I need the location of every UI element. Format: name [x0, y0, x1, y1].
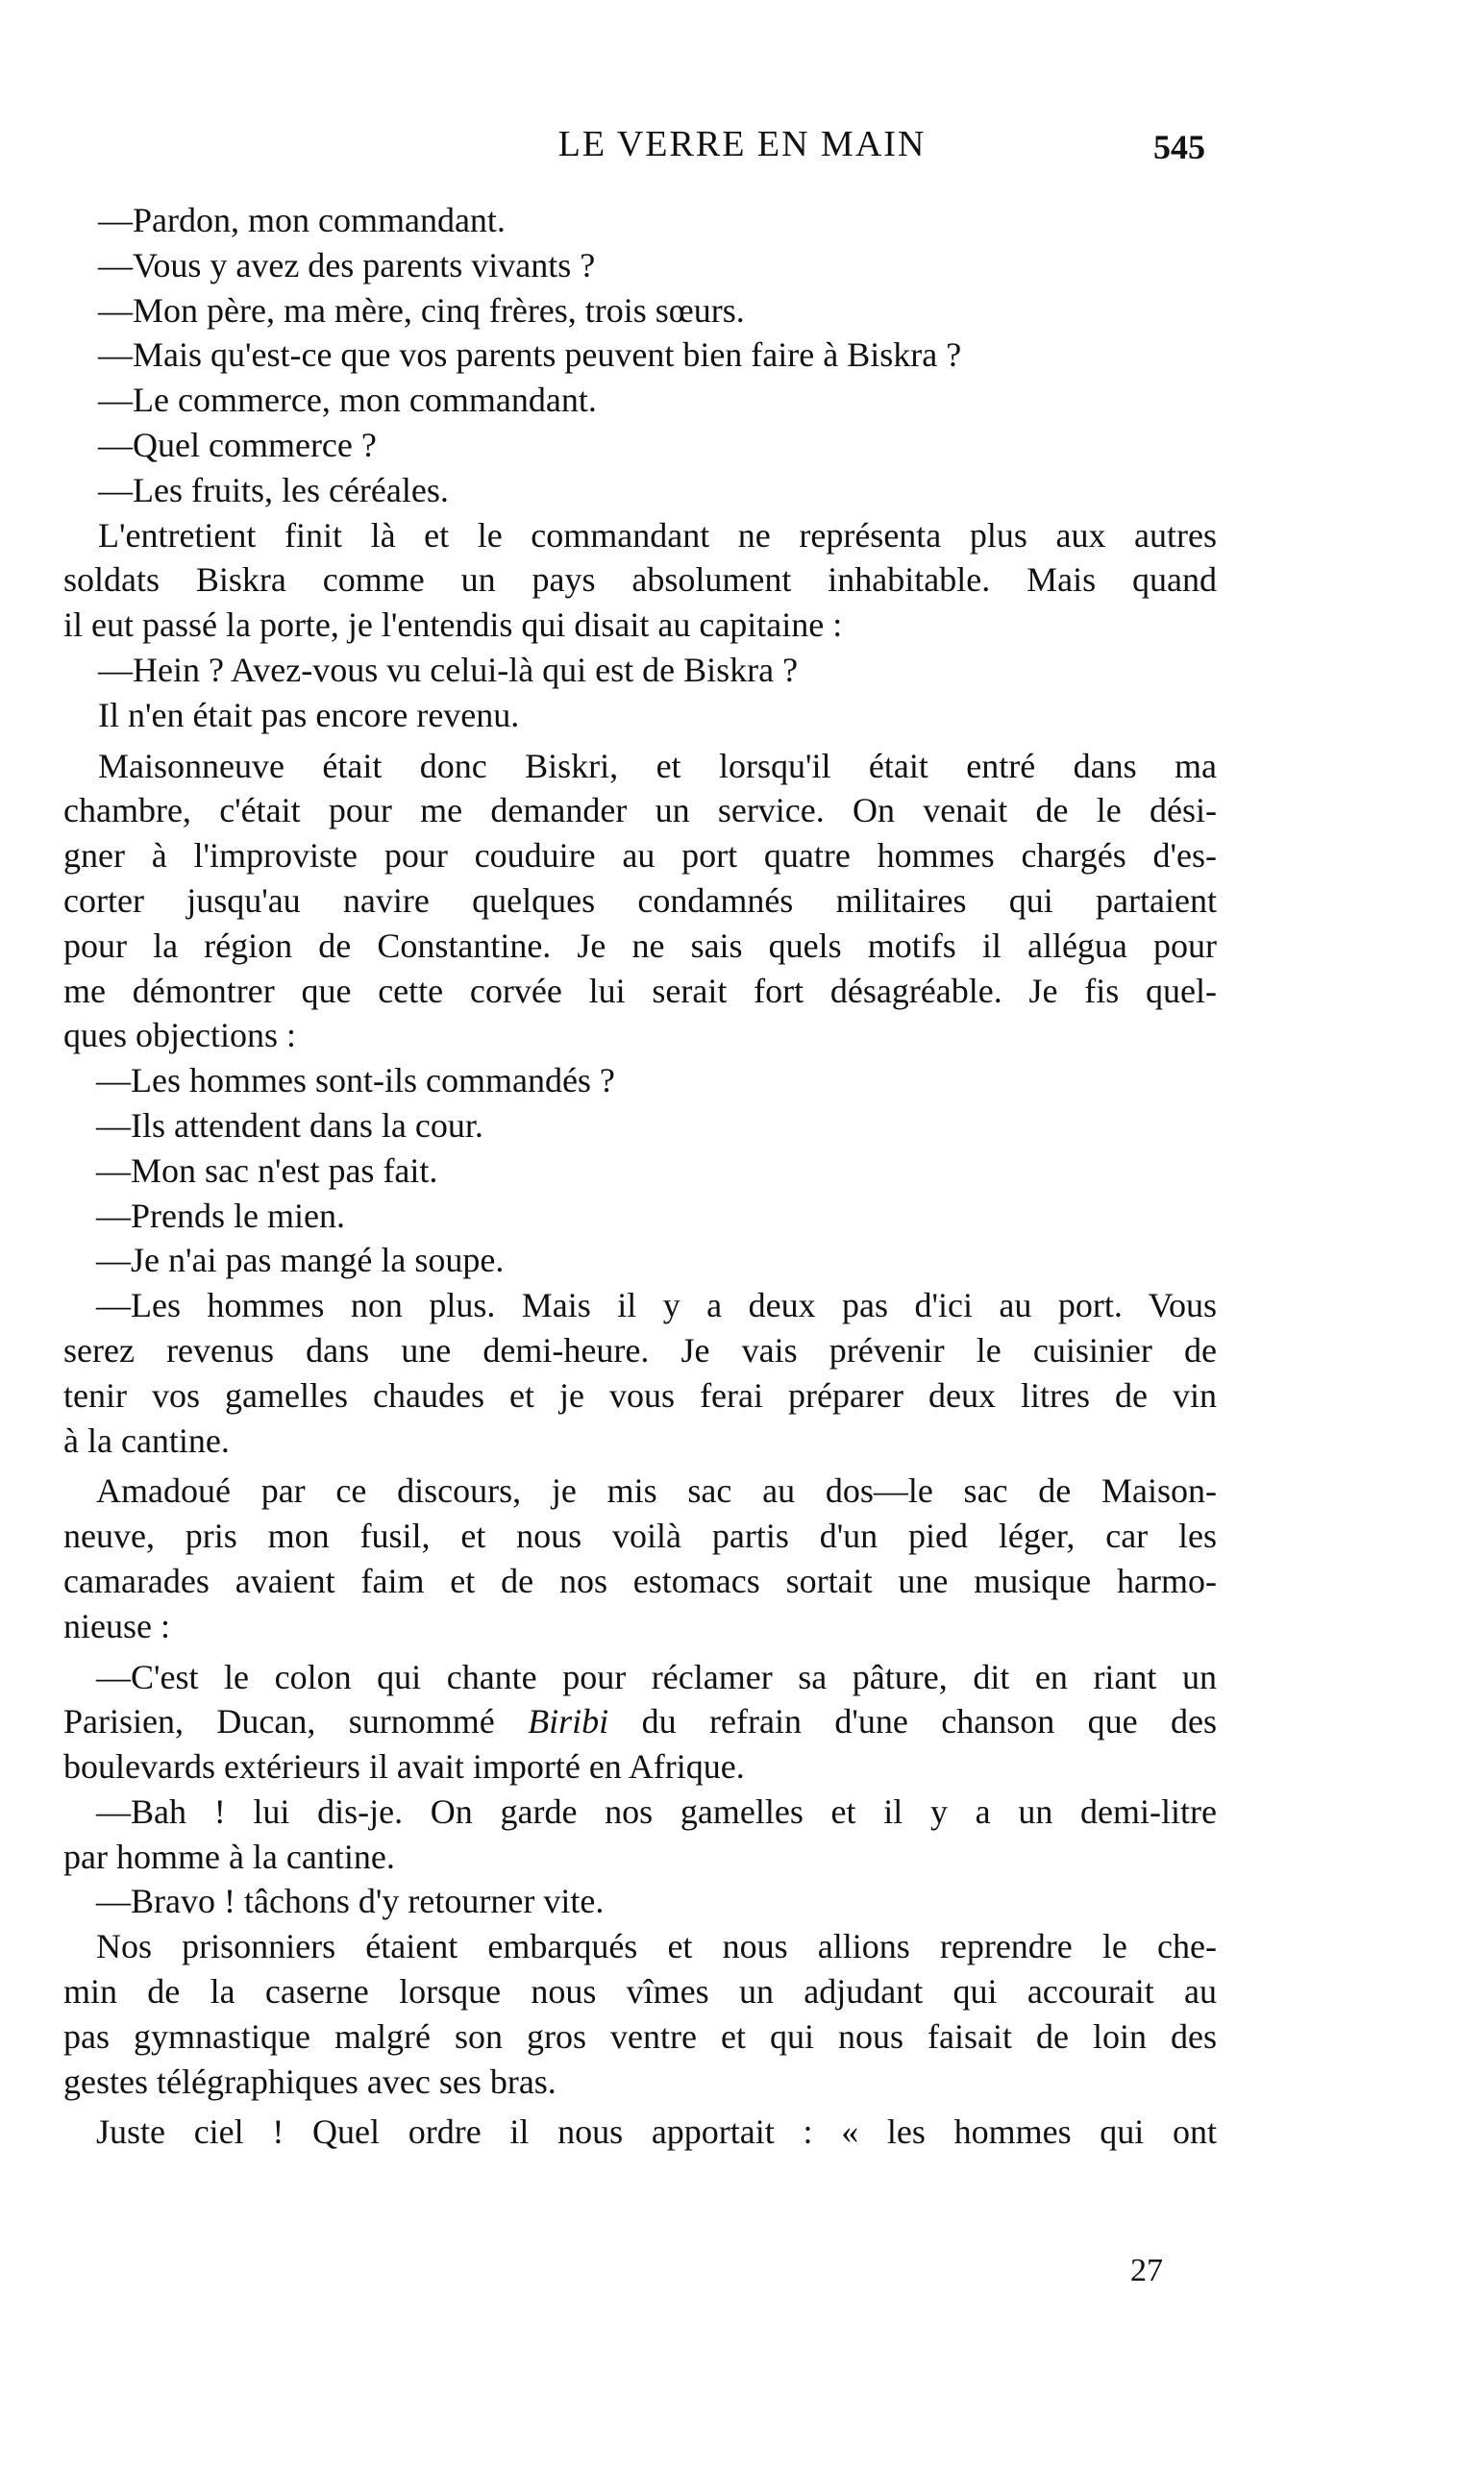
text-line: —Le commerce, mon commandant. — [98, 381, 597, 420]
text-line: —Hein ? Avez-vous vu celui-là qui est de Biskra ? — [98, 650, 799, 689]
text-line: —Je n'ai pas mangé la soupe. — [96, 1241, 505, 1280]
text-line: neuve, pris mon fusil, et nous voilà partis d'un pied léger, car les — [63, 1517, 1217, 1556]
text-line: —Mon sac n'est pas fait. — [96, 1150, 438, 1190]
text-line: —Mon père, ma mère, cinq frères, trois sœurs. — [98, 290, 745, 330]
text-line: —Bravo ! tâchons d'y retourner vite. — [96, 1882, 605, 1921]
text-line: —Ils attendent dans la cour. — [96, 1105, 483, 1145]
text-line: chambre, c'était pour me demander un service. On venait de le dési- — [63, 791, 1217, 830]
text-line: soldats Biskra comme un pays absolument inhabitable. Mais quand — [63, 560, 1217, 600]
text-line: —Mais qu'est-ce que vos parents peuvent bien faire à Biskra ? — [98, 335, 962, 375]
text-line: serez revenus dans une demi-heure. Je vais prévenir le cuisinier de — [63, 1330, 1217, 1370]
text-line: —Pardon, mon commandant. — [98, 201, 506, 239]
text-line: corter jusqu'au navire quelques condamnés militaires qui partaient — [63, 880, 1217, 920]
page-number: 545 — [1153, 128, 1205, 166]
text-line: boulevards extérieurs il avait importé en Afrique. — [63, 1747, 745, 1787]
text-line: L'entretient finit là et le commandant ne représenta plus aux autres — [98, 515, 1217, 555]
text-line: à la cantine. — [63, 1420, 230, 1460]
text-line: Juste ciel ! Quel ordre il nous apportait : « les hommes qui ont — [96, 2112, 1217, 2152]
text-line: tenir vos gamelles chaudes et je vous ferai préparer deux litres de vin — [63, 1375, 1217, 1415]
text-line: ques objections : — [63, 1016, 296, 1055]
text-line: —Les hommes sont-ils commandés ? — [96, 1061, 615, 1100]
text-line: —C'est le colon qui chante pour réclamer sa pâture, dit en riant un — [96, 1657, 1217, 1696]
text-line: me démontrer que cette corvée lui serait fort désagréable. Je fis quel- — [63, 971, 1217, 1010]
text-segment: Parisien, Ducan, surnommé — [63, 1702, 495, 1741]
text-line: —Les hommes non plus. Mais il y a deux pas d'ici au port. Vous — [96, 1286, 1217, 1325]
italic-term: Biribi — [528, 1702, 609, 1741]
text-line: il eut passé la porte, je l'entendis qui disait au capitaine : — [63, 605, 843, 645]
running-head — [0, 123, 1484, 171]
text-line: pas gymnastique malgré son gros ventre et qui nous faisait de loin des — [63, 2016, 1217, 2056]
text-line: min de la caserne lorsque nous vîmes un adjudant qui accourait au — [63, 1972, 1217, 2012]
text-line: Nos prisonniers étaient embarqués et nous allions reprendre le che- — [96, 1927, 1217, 1966]
text-line: Amadoué par ce discours, je mis sac au dos—le sac de Maison- — [96, 1471, 1217, 1511]
text-line: nieuse : — [63, 1606, 170, 1645]
text-line: pour la région de Constantine. Je ne sais quels motifs il allégua pour — [63, 926, 1217, 965]
text-line — [63, 1699, 1217, 1744]
text-line: gner à l'improviste pour couduire au port quatre hommes chargés d'es- — [63, 836, 1217, 876]
text-line: gestes télégraphiques avec ses bras. — [63, 2062, 556, 2101]
text-line: —Bah ! lui dis-je. On garde nos gamelles et il y a un demi-litre — [96, 1791, 1217, 1831]
text-line: par homme à la cantine. — [63, 1837, 395, 1876]
text-line: —Les fruits, les céréales. — [98, 470, 449, 509]
running-title: LE VERRE EN MAIN — [557, 124, 927, 164]
signature-mark: 27 — [1130, 2253, 1163, 2288]
text-line: —Quel commerce ? — [98, 425, 377, 464]
body-text — [63, 198, 1217, 2155]
text-line: —Prends le mien. — [96, 1196, 345, 1235]
text-line: Il n'en était pas encore revenu. — [98, 695, 520, 734]
text-line: Maisonneuve était donc Biskri, et lorsqu'il était entré dans ma — [98, 746, 1217, 785]
text-segment: du refrain d'une chanson que des — [641, 1702, 1218, 1741]
text-line: camarades avaient faim et de nos estomacs sortait une musique harmo- — [63, 1561, 1217, 1600]
text-line: —Vous y avez des parents vivants ? — [98, 245, 596, 284]
